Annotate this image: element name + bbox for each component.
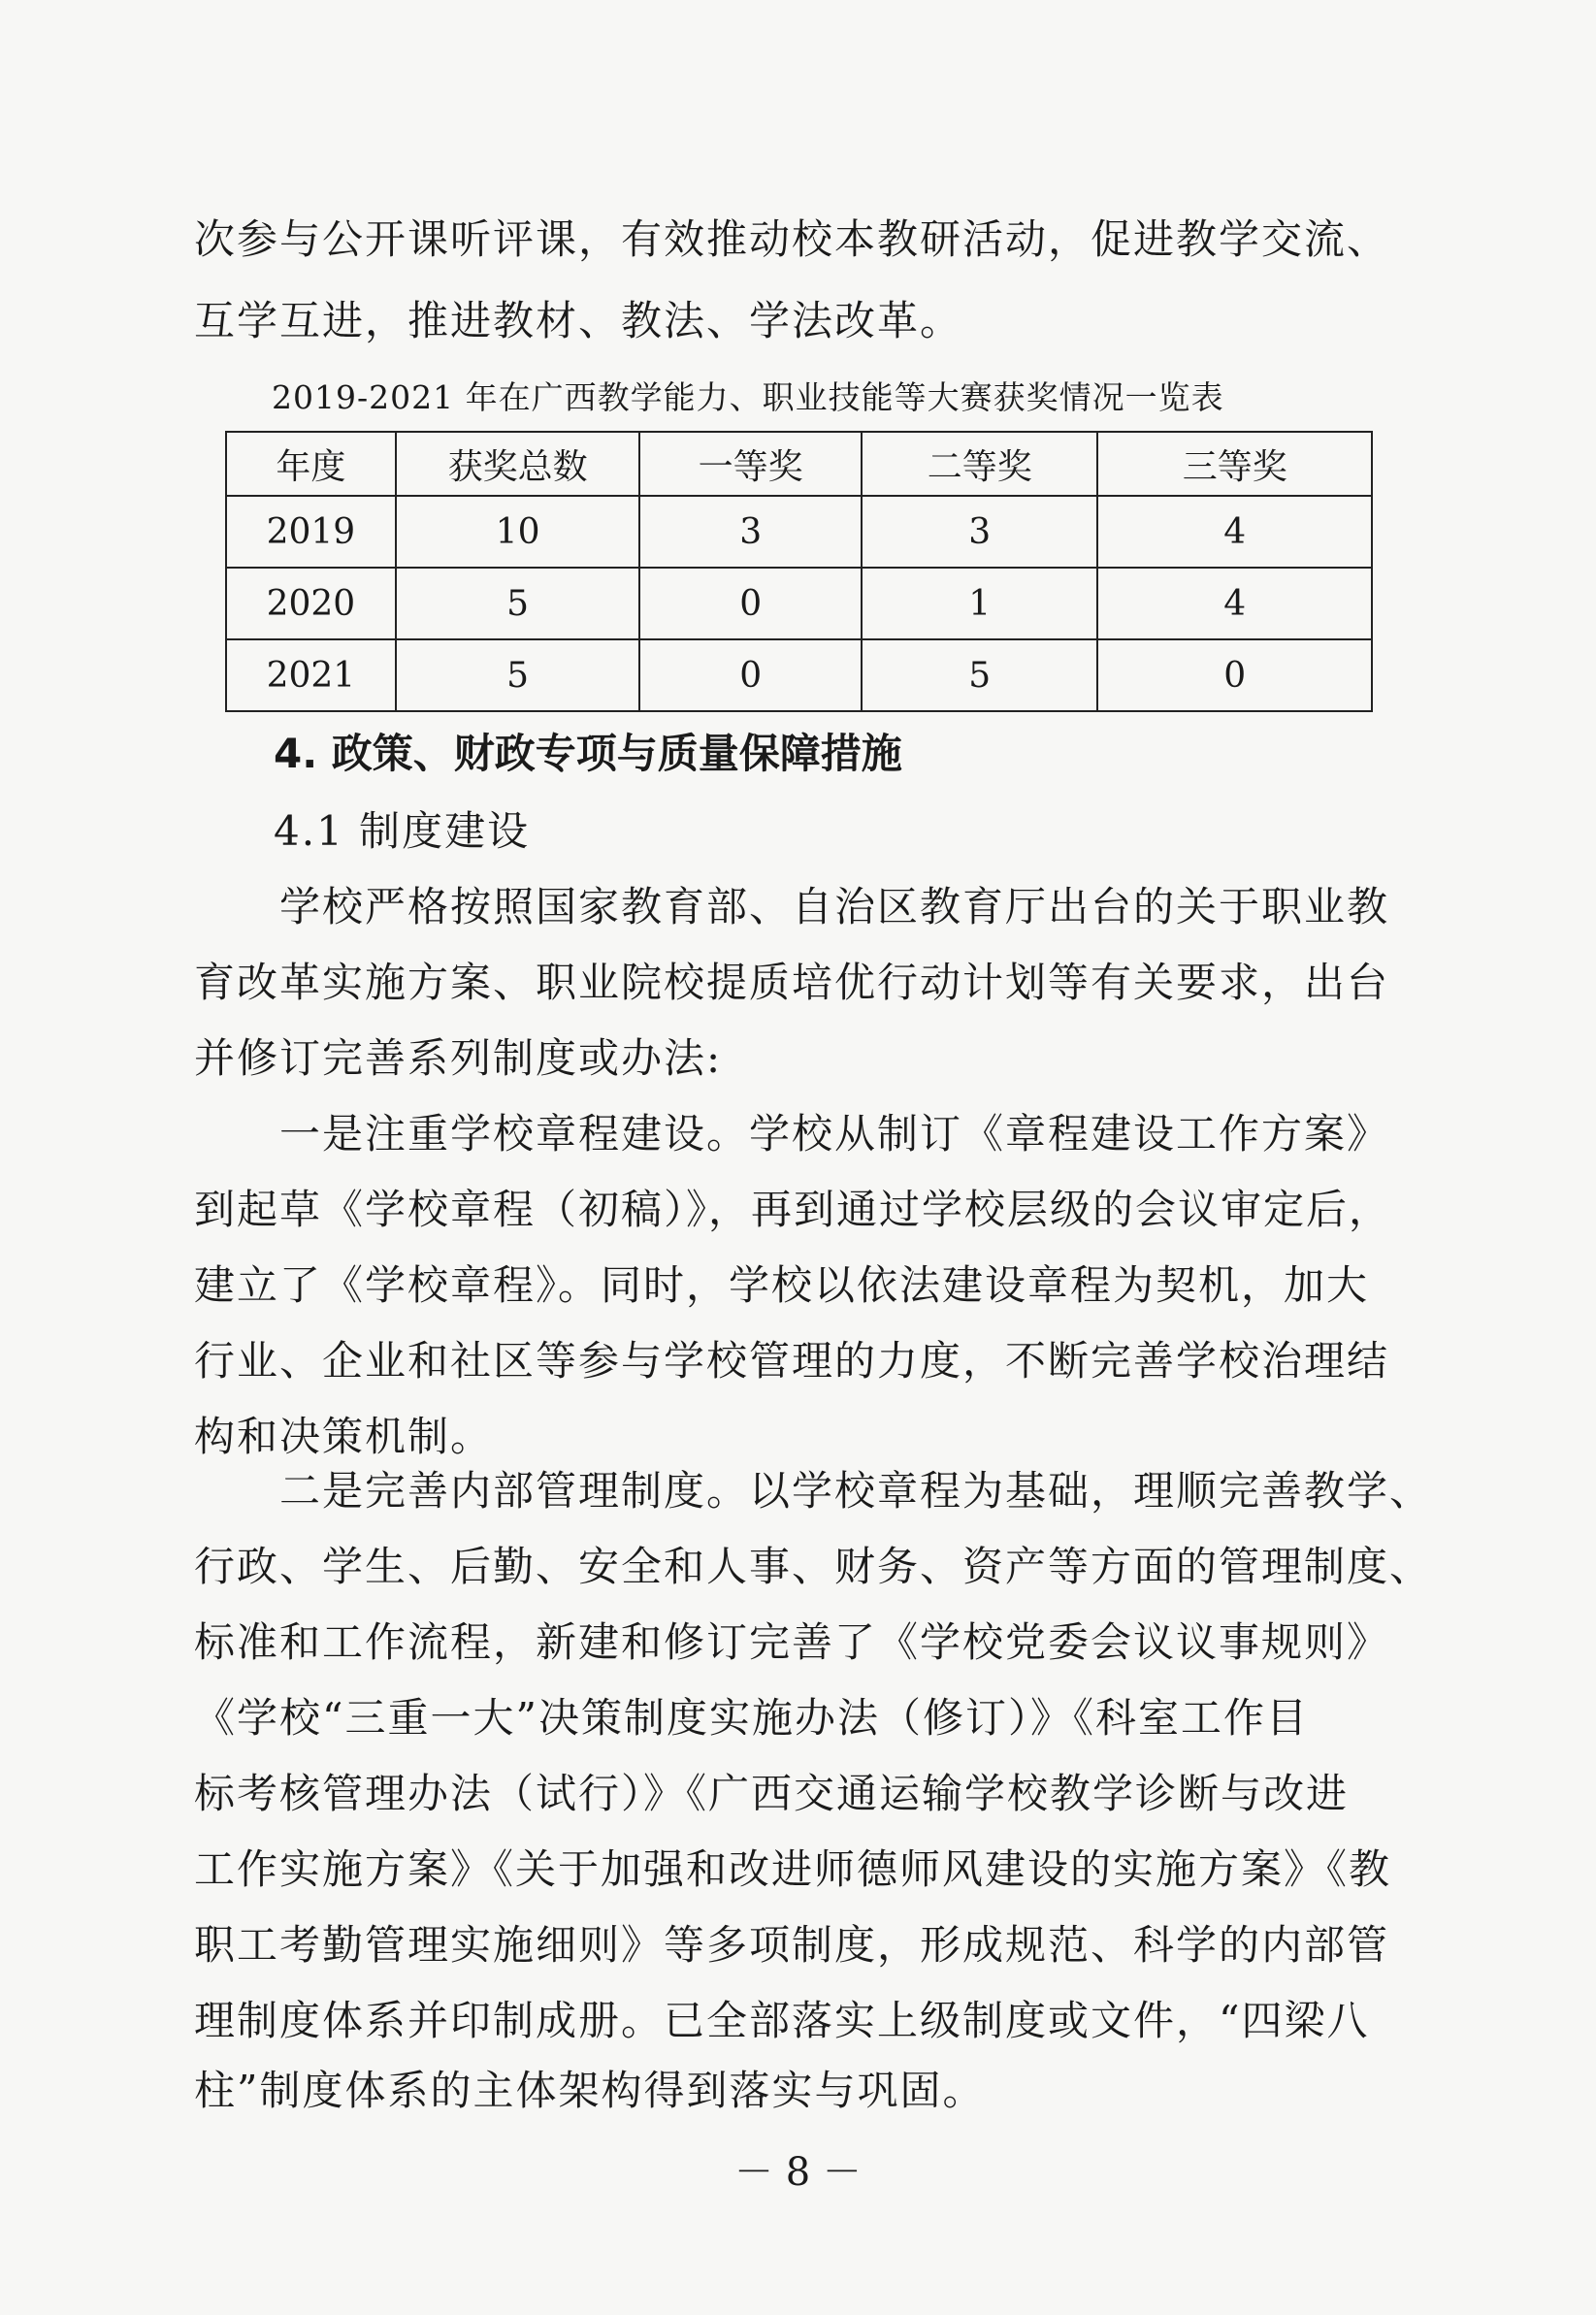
subsection-heading: 4.1 制度建设 <box>274 807 531 855</box>
table-cell: 4 <box>1097 496 1372 568</box>
paragraph-line: 构和决策机制。 <box>194 1413 494 1460</box>
paragraph-line: 互学互进，推进教材、教法、学法改革。 <box>194 297 963 344</box>
paragraph-line: 职工考勤管理实施细则》等多项制度，形成规范、科学的内部管 <box>194 1921 1390 1969</box>
table-row <box>226 568 1372 639</box>
table-caption: 2019-2021 年在广西教学能力、职业技能等大赛获奖情况一览表 <box>272 378 1224 416</box>
paragraph-line: 标准和工作流程，新建和修订完善了《学校党委会议议事规则》 <box>194 1618 1390 1666</box>
paragraph-line: 理制度体系并印制成册。已全部落实上级制度或文件，“四梁八 <box>194 1997 1370 2044</box>
table-cell: 10 <box>396 496 640 568</box>
table-cell: 2019 <box>226 496 396 568</box>
header-third-prize: 三等奖 <box>1097 432 1372 496</box>
paragraph-line: 建立了《学校章程》。同时，学校以依法建设章程为契机，加大 <box>194 1261 1370 1309</box>
paragraph-line: 并修订完善系列制度或办法: <box>194 1034 723 1082</box>
paragraph-line: 柱”制度体系的主体架构得到落实与巩固。 <box>194 2067 986 2114</box>
paragraph-line: 二是完善内部管理制度。以学校章程为基础，理顺完善教学、 <box>194 1467 1433 1515</box>
table-cell: 1 <box>862 568 1098 639</box>
paragraph-line: 《学校“三重一大”决策制度实施办法（修订）》《科室工作目 <box>194 1694 1309 1742</box>
paragraph-line: 行政、学生、后勤、安全和人事、财务、资产等方面的管理制度、 <box>194 1543 1433 1590</box>
paragraph-line: 标考核管理办法（试行）》《广西交通运输学校教学诊断与改进 <box>194 1770 1350 1817</box>
table-cell: 0 <box>639 568 862 639</box>
paragraph-line: 育改革实施方案、职业院校提质培优行动计划等有关要求，出台 <box>194 959 1390 1006</box>
table-cell: 2020 <box>226 568 396 639</box>
paragraph-line: 学校严格按照国家教育部、自治区教育厅出台的关于职业教 <box>194 883 1390 930</box>
table-header-row <box>226 432 1372 496</box>
header-second-prize: 二等奖 <box>862 432 1098 496</box>
paragraph-line: 次参与公开课听评课，有效推动校本教研活动，促进教学交流、 <box>194 215 1390 263</box>
header-first-prize: 一等奖 <box>639 432 862 496</box>
header-total: 获奖总数 <box>396 432 640 496</box>
table-cell: 0 <box>1097 639 1372 711</box>
table-cell: 5 <box>396 639 640 711</box>
table-cell: 4 <box>1097 568 1372 639</box>
page-number: － 8 － <box>734 2150 862 2195</box>
table-cell: 3 <box>639 496 862 568</box>
table-row <box>226 496 1372 568</box>
table-cell: 5 <box>396 568 640 639</box>
table-cell: 5 <box>862 639 1098 711</box>
table-row <box>226 639 1372 711</box>
paragraph-line: 工作实施方案》《关于加强和改进师德师风建设的实施方案》《教 <box>194 1845 1392 1893</box>
table-cell: 0 <box>639 639 862 711</box>
paragraph-line: 一是注重学校章程建设。学校从制订《章程建设工作方案》 <box>194 1110 1390 1158</box>
section-heading: 4. 政策、财政专项与质量保障措施 <box>274 730 902 777</box>
paragraph-line: 到起草《学校章程（初稿）》，再到通过学校层级的会议审定后， <box>194 1186 1392 1233</box>
paragraph-line: 行业、企业和社区等参与学校管理的力度，不断完善学校治理结 <box>194 1337 1390 1385</box>
header-year: 年度 <box>226 432 396 496</box>
table-cell: 3 <box>862 496 1098 568</box>
table-cell: 2021 <box>226 639 396 711</box>
awards-table <box>225 431 1373 712</box>
